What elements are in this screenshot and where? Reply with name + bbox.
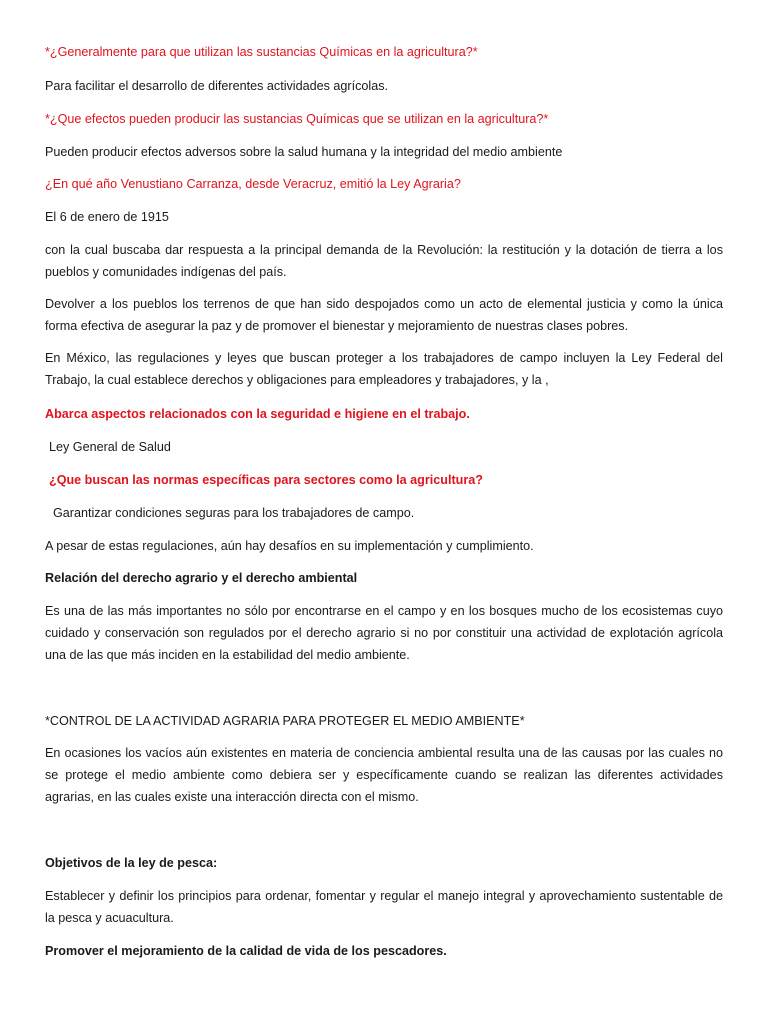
answer-chemical-effects: Pueden producir efectos adversos sobre la salud humana y la integridad del medio ambiente xyxy=(45,145,563,159)
paragraph-labor-regulations: En México, las regulaciones y leyes que buscan proteger a los trabajadores de campo incluyen la Ley Federal del Trabajo, la cual establece derechos y obligaciones para empleadores y trabajadores, y la , xyxy=(45,351,723,387)
paragraph-agrarian-environmental: Es una de las más importantes no sólo por encontrarse en el campo y en los bosques mucho de los ecosistemas cuyo cuidado y conservación son regulados por el derecho agrario si no por constituir una actividad de explotación agrícola una de las que más inciden en la estabilidad del medio ambiente. xyxy=(45,604,723,662)
heading-agrarian-environmental: Relación del derecho agrario y el derecho ambiental xyxy=(45,571,358,585)
paragraph-environmental-awareness: En ocasiones los vacíos aún existentes en materia de conciencia ambiental resulta una de las causas por las cuales no se protege el medio ambiente como debiera ser y específicamente cuando se realizan las diferentes actividades agrarias, en las cuales existe una interacción directa con el mismo. xyxy=(45,746,723,804)
paragraph-challenges: A pesar de estas regulaciones, aún hay desafíos en su implementación y cumplimiento. xyxy=(45,539,534,553)
highlight-safety-hygiene: Abarca aspectos relacionados con la seguridad e higiene en el trabajo. xyxy=(45,407,470,421)
answer-ley-agraria-year: El 6 de enero de 1915 xyxy=(45,210,169,224)
question-chemical-use: *¿Generalmente para que utilizan las sustancias Químicas en la agricultura?* xyxy=(45,45,478,59)
paragraph-revolution-demand: con la cual buscaba dar respuesta a la principal demanda de la Revolución: la restitución y la dotación de tierra a los pueblos y comunidades indígenas del país. xyxy=(45,243,723,279)
answer-ley-general-salud: Ley General de Salud xyxy=(49,440,171,454)
heading-control-agrarian-activity: *CONTROL DE LA ACTIVIDAD AGRARIA PARA PROTEGER EL MEDIO AMBIENTE* xyxy=(45,714,525,728)
paragraph-fishing-principles: Establecer y definir los principios para ordenar, fomentar y regular el manejo integral y aprovechamiento sustentable de la pesca y acuacultura. xyxy=(45,889,723,925)
question-ley-agraria-year: ¿En qué año Venustiano Carranza, desde Veracruz, emitió la Ley Agraria? xyxy=(45,177,461,191)
question-chemical-effects: *¿Que efectos pueden producir las sustancias Químicas que se utilizan en la agricultura?* xyxy=(45,112,549,126)
heading-fishing-law-objectives: Objetivos de la ley de pesca: xyxy=(45,856,218,870)
question-sector-norms: ¿Que buscan las normas específicas para sectores como la agricultura? xyxy=(49,473,483,487)
paragraph-land-restitution: Devolver a los pueblos los terrenos de que han sido despojados como un acto de elemental justicia y como la única forma efectiva de asegurar la paz y de promover el bienestar y mejoramiento de nuestras clases pobres. xyxy=(45,297,723,333)
answer-chemical-use: Para facilitar el desarrollo de diferentes actividades agrícolas. xyxy=(45,79,389,93)
heading-fishermen-quality-of-life: Promover el mejoramiento de la calidad de vida de los pescadores. xyxy=(45,944,447,958)
answer-sector-norms: Garantizar condiciones seguras para los trabajadores de campo. xyxy=(53,506,415,520)
